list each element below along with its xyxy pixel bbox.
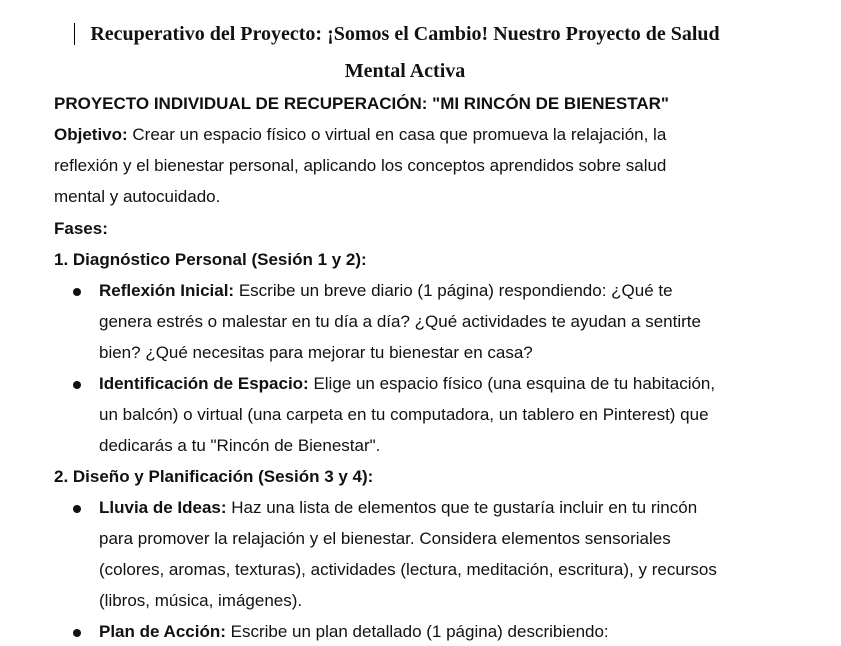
objective-label: Objetivo: [54,125,128,144]
objective-text: Crear un espacio físico o virtual en casa que promueva la relajación, la [127,125,667,144]
list-item-reflexion-line-2: genera estrés o malestar en tu día a día? ¿Qué actividades te ayudan a sentirte [99,312,701,331]
objective-line-2: reflexión y el bienestar personal, aplicando los conceptos aprendidos sobre salud [54,156,667,175]
list-item-reflexion-line-1 [99,280,673,302]
list-item-label: Reflexión Inicial: [99,281,235,300]
list-item-espacio-line-1 [99,373,715,395]
project-heading: PROYECTO INDIVIDUAL DE RECUPERACIÓN: "MI RINCÓN DE BIENESTAR" [54,94,669,113]
phase-2-title: 2. Diseño y Planificación (Sesión 3 y 4): [54,467,374,486]
list-item-text: Escribe un plan detallado (1 página) describiendo: [225,622,609,641]
objective-line-1 [54,124,666,146]
list-item-label: Plan de Acción: [99,622,226,641]
bullet-icon [73,629,81,637]
list-item-espacio-line-2: un balcón) o virtual (una carpeta en tu computadora, un tablero en Pinterest) que [99,405,709,424]
list-item-text: Haz una lista de elementos que te gustaría incluir en tu rincón [226,498,698,517]
list-item-lluvia-line-1 [99,497,697,519]
list-item-reflexion-line-3: bien? ¿Qué necesitas para mejorar tu bienestar en casa? [99,343,533,362]
document-title-line-2: Mental Activa [344,60,466,82]
bullet-icon [73,505,81,513]
list-item-text: Escribe un breve diario (1 página) respondiendo: ¿Qué te [234,281,673,300]
list-item-lluvia-line-3: (colores, aromas, texturas), actividades (lectura, meditación, escritura), y recursos [99,560,717,579]
phase-1-title: 1. Diagnóstico Personal (Sesión 1 y 2): [54,250,367,269]
list-item-label: Identificación de Espacio: [99,374,309,393]
bullet-icon [73,381,81,389]
bullet-icon [73,288,81,296]
list-item-label: Lluvia de Ideas: [99,498,227,517]
document-title-line-1: Recuperativo del Proyecto: ¡Somos el Cambio! Nuestro Proyecto de Salud [90,23,720,45]
objective-line-3: mental y autocuidado. [54,187,221,206]
list-item-espacio-line-3: dedicarás a tu "Rincón de Bienestar". [99,436,381,455]
list-item-text: Elige un espacio físico (una esquina de tu habitación, [308,374,716,393]
list-item-lluvia-line-4: (libros, música, imágenes). [99,591,303,610]
list-item-lluvia-line-2: para promover la relajación y el bienestar. Considera elementos sensoriales [99,529,671,548]
list-item-plan-line-1 [99,621,609,643]
phases-label: Fases: [54,219,108,238]
